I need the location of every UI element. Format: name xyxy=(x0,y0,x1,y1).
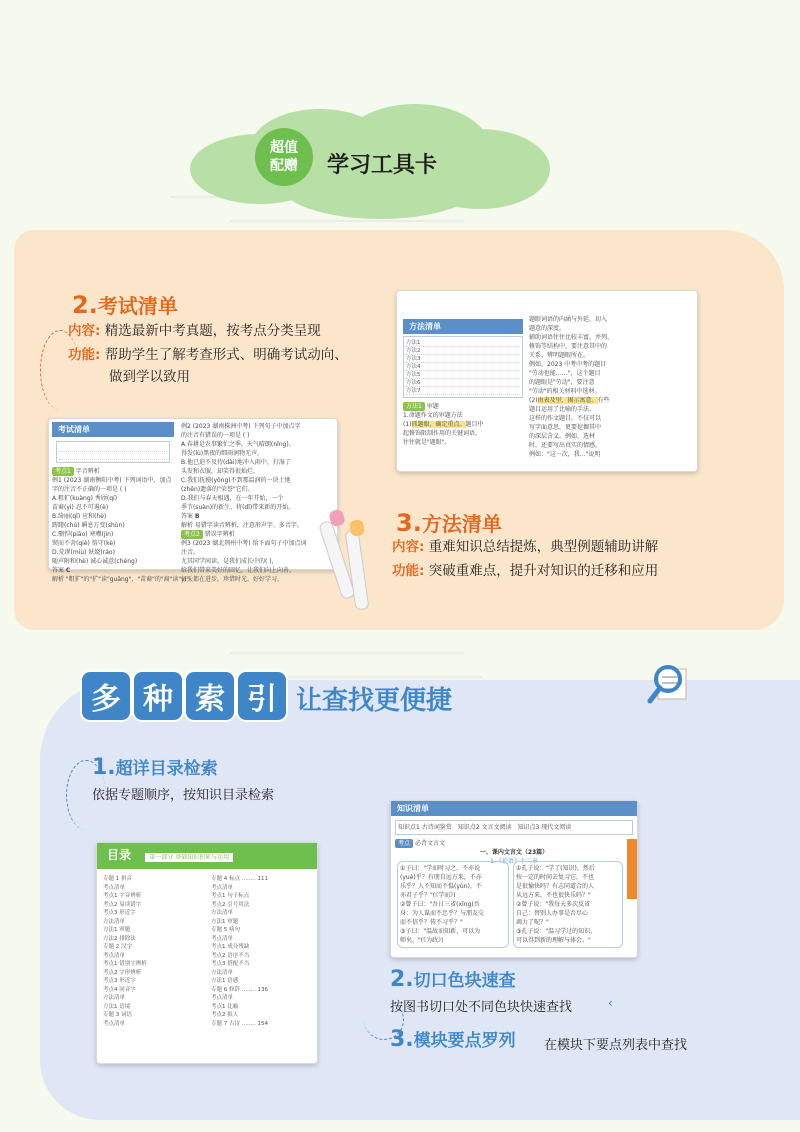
toc-entry: 考点1 句子标点 xyxy=(211,893,250,899)
module-points-title xyxy=(390,1026,516,1052)
color-search-label: 切口色块速查 xyxy=(413,971,516,991)
toc-entry: 考点1 字音辨析 xyxy=(103,893,142,899)
toc-entry: 方法2 排除法 xyxy=(103,935,136,942)
function-text-1: 帮助学生了解考查形式、明确考试动向、 xyxy=(104,347,348,363)
toc-card-banner: 第一部分 基础知识积累与运用 xyxy=(145,853,233,862)
method-row: 方法4 xyxy=(406,363,520,371)
color-card-cell: 知识点2 文言文阅读 xyxy=(457,824,512,831)
arrow-left-icon: ‹ xyxy=(608,996,613,1010)
toc-entry: 考点2 易读错字 xyxy=(103,901,142,908)
exam-list-function xyxy=(68,344,348,366)
toc-card-header xyxy=(97,843,317,869)
toc-entry: 考点清单 xyxy=(103,952,126,959)
toc-entry: 专题 7 古诗 ........ 154 xyxy=(211,1020,268,1027)
method-row: 方法1 xyxy=(406,339,520,347)
toc-search-title xyxy=(92,754,218,780)
color-card-section: 必背文言文 xyxy=(414,840,445,847)
content-text: 精选最新中考真题，按考点分类呈现 xyxy=(104,323,321,339)
color-search-desc: 按图书切口处不同色块快速查找 xyxy=(390,1000,573,1015)
exam-card-tag1: 考点1 xyxy=(52,467,74,476)
toc-card-head-text: 目录 xyxy=(107,848,132,862)
multi-index-title xyxy=(82,672,286,720)
bonus-badge xyxy=(255,128,313,186)
toc-entry: 方法1 语境 xyxy=(103,1003,131,1010)
exam-card-tag2: 考点2 xyxy=(181,530,203,539)
method-card-tag: 方法1 xyxy=(403,402,425,411)
toc-entry: 方法清单 xyxy=(211,910,234,916)
title-char: 多 xyxy=(82,672,130,720)
module-points-number: 3. xyxy=(390,1027,414,1052)
badge-line1: 超值 xyxy=(270,140,298,156)
toc-entry: 考点3 形近字 xyxy=(103,910,136,916)
method-row: 方法3 xyxy=(406,355,520,363)
toc-entry: 考点清单 xyxy=(103,1020,126,1027)
toc-entry: 考点清单 xyxy=(211,995,234,1001)
color-card-cell: 知识点1 古诗词鉴赏 xyxy=(398,824,452,831)
color-card-title: 一、课内文言文（23篇） xyxy=(479,849,549,856)
toc-entry: 考点3 形近字 xyxy=(103,978,136,984)
toc-search-desc: 依据专题顺序，按知识目录检索 xyxy=(92,788,275,803)
color-search-title xyxy=(390,966,516,992)
method-card-tag-label: 审题 xyxy=(426,403,439,410)
toc-entry: 方法1 语感 xyxy=(211,978,239,984)
toc-search-label: 超详目录检索 xyxy=(115,759,218,779)
toc-entry: 专题 1 拼音 xyxy=(103,876,132,882)
toc-entry: 考点清单 xyxy=(211,884,234,891)
toc-entry: 考点1 比喻 xyxy=(211,1003,239,1010)
toc-entry: 考点清单 xyxy=(103,884,126,891)
toc-entry: 考点1 成分残缺 xyxy=(211,944,250,950)
method-row: 方法5 xyxy=(406,371,520,379)
toc-entry: 方法1 审题 xyxy=(103,927,131,933)
color-search-number: 2. xyxy=(390,967,414,992)
toc-entry: 方法清单 xyxy=(103,918,126,925)
magnifier-icon xyxy=(640,655,700,715)
toc-entry: 考点4 同音字 xyxy=(103,986,136,993)
toc-entry: 专题 2 汉字 xyxy=(103,944,132,950)
exam-card-answer2: B xyxy=(194,513,200,520)
method-list-function xyxy=(392,560,658,582)
toc-entry: 专题 3 词语 xyxy=(103,1012,132,1018)
exam-list-title xyxy=(72,290,178,319)
method-list-number: 3. xyxy=(396,509,422,537)
exam-card-tag1-label: 字音辨析 xyxy=(75,468,100,475)
color-tab-sample-card: 知识清单 知识点1 古诗词鉴赏 知识点2 文言文阅读 知识点3 现代文阅读 考点 必背文言文 一、课内文言文（23篇） 1.《论语》十二章 ①子曰："学而时习之，不亦说 (yuè)乎？有朋自远方来，不亦 乐乎？人不知而不愠(yùn)，不 亦君子乎？"(《学而》) ②曾子曰："吾日三省(xǐng)吾 身：为人谋而不忠乎？与朋友交 而不信乎？传不习乎？" ③子曰："温故而知新，可以为 师矣。"(《为政》) ①孔子说："学了(知识)，然后 按一定的时间去复习它，不也 是很愉快吗？有志同道合的人 从远方来，不也很快乐吗？" ②曾子说："我每天多次反省 自己：替别人办事是否尽心 竭力了呢？" ③孔子说："温习学过的知识， 可以得到新的理解与体会。" xyxy=(390,800,638,958)
content-text: 重难知识总结提炼，典型例题辅助讲解 xyxy=(428,539,659,555)
color-card-header: 知识清单 xyxy=(391,801,637,816)
exam-list-sample-card: 考试清单 考点1 字音辨析 例1 (2023 湖南衡阳中考) 下列词语中，加点 字的注音不正确的一项是 ( ) A.粗犷(kuàng) 秀颀(qí) 苗裔(yì) 忍不可遏(è) B.绮丽(qǐ) 应和(hè) 踌躇(chú) 瞬息万变(shùn) C.剽悍(piāo) 寒噤(jìn) 锲而不舍(qiè) 恪守(kè) D.荒谬(miù) 妖娆(ráo) 随声附和(hè) 诚心诚意(chéng) 答案 C 解析 "粗犷"的"犷"读"guǎng"，"苗裔"的"裔"读"yì"。 例2 (2023 湖南株洲中考) 下列句子中加点字 的注音有错误的一项是 ( ) A.春耕是农事繁忙之季，天气晴朗(nǐng)。 得发(lù)黑夜的细雨润物无声。 B.他已迫不及待(dài)地冲入雨中，打湿了 头发和衣服，却笑得很灿烂。 C.我们抚摸(yōng)不到那温润的一块土地 (zhēn)遗落的"荣誉"它们。 D.我们与春天相遇，在一年开始，一个 季节(suàn)的新生，将(dǐ)带来新的开始。 答案 B 解析 易错字读音辨析，注意形声字、多音字。 考点2 错误字辨析 例3 (2023 湖北荆州中考) 给下面句子中加点词 注音。 尤其同学间读，是我们成长中的( )， 给我们带来美好的回忆，让我们向上向善， 每天都在进步，珍惜时光，好好学习。 xyxy=(48,418,338,570)
toc-entry: 方法清单 xyxy=(103,995,126,1001)
color-card-cell: 知识点3 现代文阅读 xyxy=(517,824,572,831)
function-text: 突破重难点，提升对知识的迁移和应用 xyxy=(428,563,659,579)
method-list-sample-card: 方法清单 方法1 方法2 方法3 方法4 方法5 方法6 方法7 方法1 审题 1.命题作文的审题方法 (1)抓题眼，确定重点。题目中 起修饰限制作用的关键词语， 往往就是"题眼"。 题眼词语的内涵与外延，切入 题意的深度。 辅助词语往往比较丰富，并列、 修饰等结构中，要注意其中的 关系，辨明题眼所在。 例如，2023 中考中考的题目 "劳动也能……"，这个题目 的题眼是"劳动"，要注意 "劳动"的相关材料中选材。 (2)由表及里，揭示寓意。有些 题目运用了比喻的手法， 这样的作文题目，不仅可以 写字面意思，更要挖掘其中 的深层含义。例如，选材 时，还要写出真实的情感。 例如："这一次，我…"说明 xyxy=(396,290,698,472)
toc-entry: 考点清单 xyxy=(211,935,234,942)
exam-list-function-2: 做到学以致用 xyxy=(109,369,190,385)
title-char: 种 xyxy=(134,672,182,720)
toc-entry: 考点1 错别字辨析 xyxy=(103,961,147,967)
dashed-arrow-blue xyxy=(66,760,106,830)
function-label: 功能: xyxy=(392,563,425,579)
content-label: 内容: xyxy=(68,323,101,339)
exam-list-label: 考试清单 xyxy=(97,294,178,318)
title-char: 引 xyxy=(238,672,286,720)
toc-entry: 考点2 引号用法 xyxy=(211,901,250,908)
method-row: 方法2 xyxy=(406,347,520,355)
toc-entry: 考点2 字形辨析 xyxy=(103,969,142,976)
page-title: 学习工具卡 xyxy=(327,153,438,178)
color-card-subtitle: 1.《论语》十二章 xyxy=(490,858,538,865)
method-row: 方法7 xyxy=(406,387,520,395)
exam-card-header: 考试清单 xyxy=(52,422,174,437)
toc-entry: 考点3 搭配不当 xyxy=(211,961,250,967)
toc-col-right xyxy=(211,875,311,1028)
toc-entry: 考点2 语序不当 xyxy=(211,952,250,959)
color-tab-marker xyxy=(627,839,637,899)
module-points-desc: 在模块下要点列表中查找 xyxy=(544,1038,688,1053)
toc-entry: 专题 5 病句 xyxy=(211,927,240,933)
toc-col-left xyxy=(103,875,203,1028)
badge-line2: 配赠 xyxy=(270,158,298,174)
exam-card-tag2-label: 错误字辨析 xyxy=(204,531,235,538)
toc-entry: 方法清单 xyxy=(211,969,234,976)
method-row: 方法6 xyxy=(406,379,520,387)
dashed-arrow-blue-2 xyxy=(364,1000,404,1040)
method-card-header: 方法清单 xyxy=(403,319,523,334)
title-char: 索 xyxy=(186,672,234,720)
module-points-label: 模块要点罗列 xyxy=(413,1031,516,1051)
exam-list-content xyxy=(68,320,321,342)
dashed-arrow-orange xyxy=(40,330,80,410)
exam-card-answer: C xyxy=(65,567,71,574)
method-list-title xyxy=(396,508,502,537)
method-list-label: 方法清单 xyxy=(421,512,502,536)
toc-search-number: 1. xyxy=(92,755,116,780)
toc-entry: 考点2 拟人 xyxy=(211,1012,239,1018)
toc-sample-card xyxy=(96,842,318,1064)
toc-entry: 专题 6 修辞 ........ 136 xyxy=(211,986,268,993)
exam-list-number: 2. xyxy=(72,291,98,319)
toc-entry: 方法1 审题 xyxy=(211,918,239,925)
multi-index-subtitle: 让查找更便捷 xyxy=(296,686,453,716)
toc-entry: 专题 4 标点 ........ 111 xyxy=(211,876,268,882)
method-list-content xyxy=(392,536,658,558)
content-label: 内容: xyxy=(392,539,425,555)
function-label: 功能: xyxy=(68,347,101,363)
